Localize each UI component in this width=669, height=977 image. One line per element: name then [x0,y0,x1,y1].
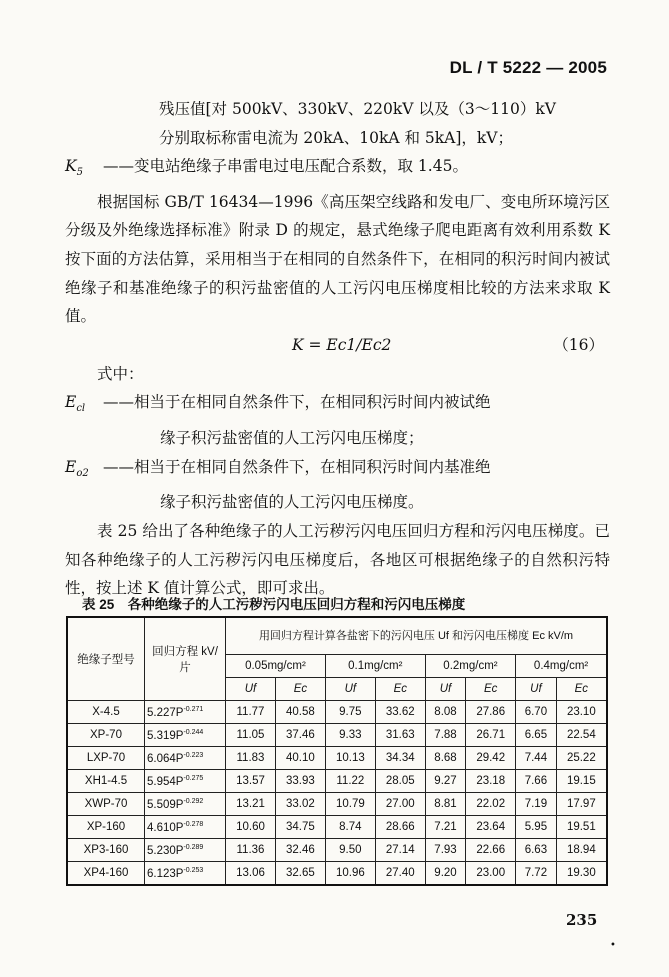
insulator-type-cell: X-4.5 [67,701,145,724]
text-line: 残压值[对 500kV、330kV、220kV 以及（3～110）kV [159,100,556,118]
uf-value-cell: 7.66 [516,770,556,793]
ec-value-cell: 27.40 [375,862,425,886]
table-row [67,701,607,724]
header-insulator-type: 绝缘子型号 [67,617,145,701]
ec-value-cell: 33.62 [375,701,425,724]
ec-value-cell: 31.63 [375,724,425,747]
ec-value-cell: 34.34 [375,747,425,770]
formula-expression: K = Ec1/Ec2 [292,335,392,354]
regression-eq-cell: $5.319P^{-0.244}$ [145,724,226,747]
density-header: 0.1mg/cm² [325,655,425,678]
density-header: 0.05mg/cm² [226,655,326,678]
ec-header: Ec [466,678,516,701]
ec-value-cell: 33.02 [275,793,325,816]
text-line: 分别取标称雷电流为 20kA、10kA 和 5kA]，kV； [159,128,513,147]
uf-value-cell: 13.57 [226,770,276,793]
insulator-type-cell: LXP-70 [67,747,145,770]
ec-value-cell: 19.51 [556,816,607,839]
formula-16 [65,331,610,360]
ec2-symbol: $E_{o2}$ [65,457,89,479]
insulator-type-cell: XP-160 [67,816,145,839]
density-header: 0.4mg/cm² [516,655,607,678]
uf-value-cell: 9.50 [325,839,375,862]
uf-value-cell: 11.05 [226,724,276,747]
uf-value-cell: 9.33 [325,724,375,747]
ec-header: Ec [375,678,425,701]
regression-eq-cell: $6.064P^{-0.223}$ [145,747,226,770]
uf-value-cell: 11.36 [226,839,276,862]
where-label: 式中： [97,364,144,383]
uf-value-cell: 9.75 [325,701,375,724]
ec-value-cell: 32.46 [275,839,325,862]
ec-value-cell: 26.71 [466,724,516,747]
k5-text: ——变电站绝缘子串雷电过电压配合系数，取 1.45。 [103,157,468,176]
uf-value-cell: 6.65 [516,724,556,747]
ec-value-cell: 40.10 [275,747,325,770]
ec1-symbol: $E_{cl}$ [65,393,86,415]
uf-value-cell: 6.63 [516,839,556,862]
uf-value-cell: 7.93 [425,839,465,862]
ec-value-cell: 23.64 [466,816,516,839]
uf-value-cell: 10.96 [325,862,375,886]
table-row [67,747,607,770]
uf-value-cell: 13.06 [226,862,276,886]
header-group: 用回归方程计算各盐密下的污闪电压 Uf 和污闪电压梯度 Ec kV/m [226,617,608,655]
uf-header: Uf [226,678,276,701]
ec1-text: ——相当于在相同自然条件下，在相同积污时间内被试绝 [103,393,491,412]
ec-value-cell: 29.42 [466,747,516,770]
ec-value-cell: 22.66 [466,839,516,862]
regression-eq-cell: $5.954P^{-0.275}$ [145,770,226,793]
ec-value-cell: 22.02 [466,793,516,816]
ec-value-cell: 32.65 [275,862,325,886]
uf-value-cell: 7.72 [516,862,556,886]
paragraph: 根据国标 GB/T 16434—1996《高压架空线路和发电厂、变电所环境污区分级及外绝缘选择标准》附录 D 的规定，悬式绝缘子爬电距离有效利用系数 K 按下面的方法估算，采用相当于在相同的自然条件下，在相同的积污时间内被试绝缘子和基准绝缘子的积污盐密值的人工污闪电压梯度相比较的方法来求取 K 值。 [65,192,610,326]
decorative-dot: • [610,940,616,951]
uf-value-cell: 6.70 [516,701,556,724]
table-row [67,816,607,839]
uf-value-cell: 8.81 [425,793,465,816]
uf-header: Uf [516,678,556,701]
regression-eq-cell: $5.227P^{-0.271}$ [145,701,226,724]
ec1-definition [65,388,610,424]
document-header: DL / T 5222 — 2005 [449,58,607,77]
ec1-continuation: 缘子积污盐密值的人工污闪电压梯度； [160,429,424,448]
ec-value-cell: 25.22 [556,747,607,770]
uf-value-cell: 9.27 [425,770,465,793]
insulator-type-cell: XP-70 [67,724,145,747]
ec-value-cell: 37.46 [275,724,325,747]
ec-value-cell: 28.66 [375,816,425,839]
regression-eq-cell: $5.230P^{-0.289}$ [145,839,226,862]
table-row [67,862,607,886]
insulator-type-cell: XP3-160 [67,839,145,862]
uf-value-cell: 10.13 [325,747,375,770]
ec2-definition [65,453,610,489]
ec-value-cell: 19.15 [556,770,607,793]
ec-value-cell: 33.93 [275,770,325,793]
uf-value-cell: 11.83 [226,747,276,770]
uf-value-cell: 10.60 [226,816,276,839]
uf-value-cell: 7.19 [516,793,556,816]
ec-value-cell: 34.75 [275,816,325,839]
uf-value-cell: 7.21 [425,816,465,839]
ec-value-cell: 40.58 [275,701,325,724]
ec-value-cell: 23.10 [556,701,607,724]
insulator-type-cell: XWP-70 [67,793,145,816]
ec-value-cell: 17.97 [556,793,607,816]
insulator-type-cell: XH1-4.5 [67,770,145,793]
formula-number: （16） [553,335,604,354]
uf-header: Uf [425,678,465,701]
uf-value-cell: 8.08 [425,701,465,724]
table-row [67,770,607,793]
regression-eq-cell: $5.509P^{-0.292}$ [145,793,226,816]
uf-value-cell: 7.44 [516,747,556,770]
uf-value-cell: 9.20 [425,862,465,886]
regression-eq-cell: $6.123P^{-0.253}$ [145,862,226,886]
ec-value-cell: 18.94 [556,839,607,862]
table-row [67,724,607,747]
insulator-type-cell: XP4-160 [67,862,145,886]
ec-value-cell: 27.14 [375,839,425,862]
uf-header: Uf [325,678,375,701]
regression-eq-cell: $4.610P^{-0.278}$ [145,816,226,839]
ec-header: Ec [556,678,607,701]
table-row [67,793,607,816]
uf-value-cell: 13.21 [226,793,276,816]
uf-value-cell: 8.68 [425,747,465,770]
ec-value-cell: 28.05 [375,770,425,793]
uf-value-cell: 5.95 [516,816,556,839]
table-body [67,701,607,886]
uf-value-cell: 7.88 [425,724,465,747]
ec-value-cell: 27.00 [375,793,425,816]
table-caption: 表 25 各种绝缘子的人工污秽污闪电压回归方程和污闪电压梯度 [82,597,466,612]
k5-definition [65,152,610,188]
uf-value-cell: 11.77 [226,701,276,724]
data-table [66,616,608,886]
ec-header: Ec [275,678,325,701]
uf-value-cell: 8.74 [325,816,375,839]
ec-value-cell: 27.86 [466,701,516,724]
k5-symbol: $K_5$ [65,157,83,179]
ec-value-cell: 19.30 [556,862,607,886]
uf-value-cell: 10.79 [325,793,375,816]
ec-value-cell: 23.00 [466,862,516,886]
ec2-continuation: 缘子积污盐密值的人工污闪电压梯度。 [160,493,424,512]
density-header: 0.2mg/cm² [425,655,515,678]
ec-value-cell: 23.18 [466,770,516,793]
page-body [65,95,610,603]
ec-value-cell: 22.54 [556,724,607,747]
uf-value-cell: 11.22 [325,770,375,793]
page-number: 235 [566,911,598,929]
paragraph: 表 25 给出了各种绝缘子的人工污秽污闪电压回归方程和污闪电压梯度。已知各种绝缘子的人工污秽污闪电压梯度后，各地区可根据绝缘子的自然积污特性，按上述 K 值计算公式，即可求出。 [65,522,610,598]
header-regression-eq: 回归方程 kV/片 [145,617,226,701]
ec2-text: ——相当于在相同自然条件下，在相同积污时间内基准绝 [103,457,491,476]
table-row [67,839,607,862]
